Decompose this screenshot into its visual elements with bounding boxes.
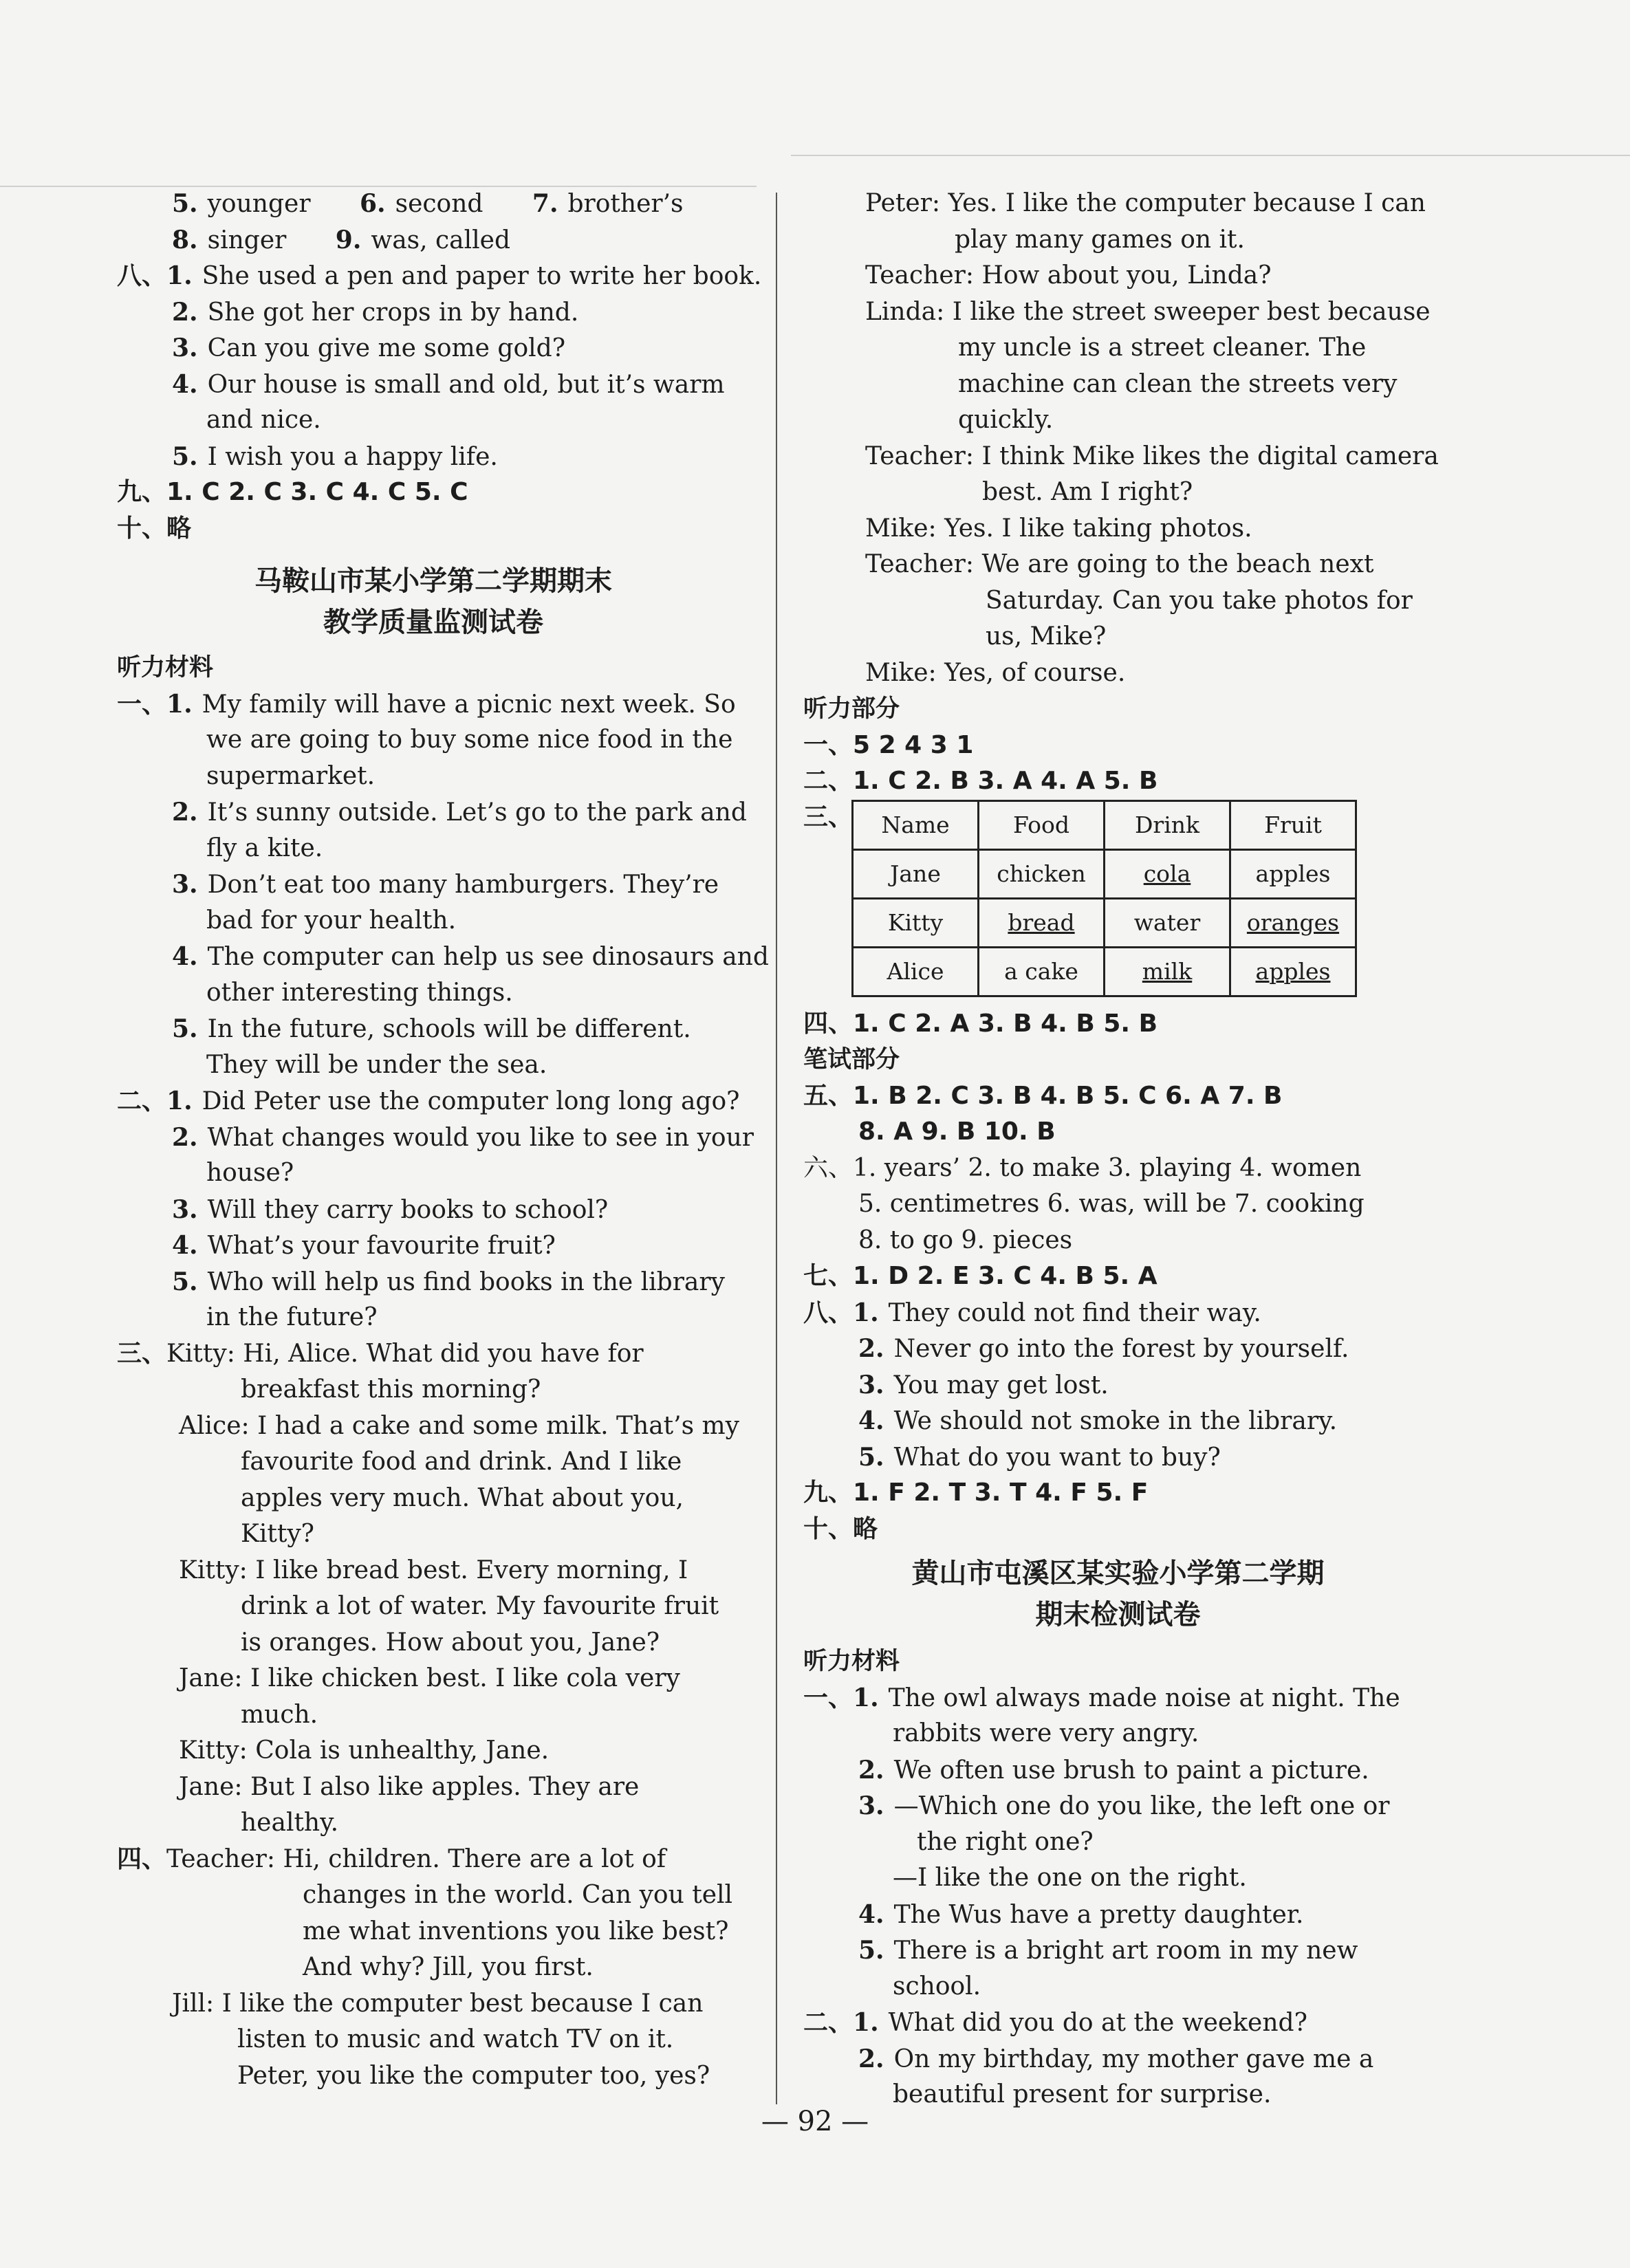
l1-item-cont: They will be under the sea. [206, 1050, 547, 1079]
q2-item: 二、1. What did you do at the weekend? [803, 2008, 1307, 2037]
exam-title-line1: 马鞍山市某小学第二学期期末 [254, 565, 612, 597]
page-number: — 92 — [761, 2106, 869, 2137]
l1-item: 4. The computer can help us see dinosaurs and [172, 942, 769, 971]
section-8-item: 2. She got her crops in by hand. [172, 297, 579, 327]
dialog-line: us, Mike? [986, 622, 1107, 651]
answer-row: 8. singer 9. was, called [172, 225, 511, 254]
dialog-line: Mike: Yes, of course. [865, 658, 1126, 687]
table-header-cell: Drink [1105, 800, 1230, 849]
table-cell: apples [1230, 947, 1356, 996]
table-header-cell: Fruit [1230, 800, 1356, 849]
r4-answers: 四、1. C 2. A 3. B 4. B 5. B [803, 1009, 1158, 1038]
l3-dialog-line: apples very much. What about you, [241, 1483, 684, 1512]
l2-item: 5. Who will help us find books in the library [172, 1267, 725, 1296]
l4-dialog-line: Jill: I like the computer best because I can [172, 1989, 704, 2018]
r6-answers-cont: 5. centimetres 6. was, will be 7. cooking [858, 1190, 1365, 1218]
r8-item: 5. What do you want to buy? [858, 1442, 1221, 1472]
r8-item: 八、1. They could not find their way. [803, 1298, 1261, 1327]
l3-dialog-line: much. [241, 1700, 318, 1729]
table-cell: Alice [853, 947, 979, 996]
l1-item-cont: fly a kite. [206, 833, 323, 862]
section-8-item: 4. Our house is small and old, but it’s warm [172, 369, 725, 399]
dialog-line: my uncle is a street cleaner. The [958, 334, 1367, 362]
table-cell: Kitty [853, 898, 979, 947]
section-9-answers: 九、1. C 2. C 3. C 4. C 5. C [117, 478, 468, 506]
right-column [803, 186, 1439, 2113]
l3-dialog-line: 三、Kitty: Hi, Alice. What did you have for [117, 1339, 644, 1368]
listening-material-heading: 听力材料 [803, 1648, 900, 1675]
r3-label: 三、 [803, 803, 854, 831]
l4-dialog-line: 四、Teacher: Hi, children. There are a lot of [117, 1844, 666, 1873]
table-cell: oranges [1230, 898, 1356, 947]
l3-dialog-line: favourite food and drink. And I like [241, 1448, 682, 1476]
table-cell: apples [1230, 849, 1356, 898]
r5-answers-cont: 8. A 9. B 10. B [858, 1117, 1056, 1146]
l4-dialog-line: listen to music and watch TV on it. [237, 2025, 674, 2053]
l4-dialog-line: changes in the world. Can you tell [303, 1881, 733, 1909]
q1-item: 一、1. The owl always made noise at night. The [803, 1683, 1400, 1712]
dialog-line: Saturday. Can you take photos for [986, 586, 1413, 615]
l4-dialog-line: Peter, you like the computer too, yes? [237, 2061, 710, 2090]
r6-answers: 六、1. years’ 2. to make 3. playing 4. women [803, 1153, 1362, 1182]
answer-row: 5. younger 6. second 7. brother’s [172, 189, 684, 218]
l2-item: 2. What changes would you like to see in your [172, 1122, 754, 1152]
q2-item: 2. On my birthday, my mother gave me a [858, 2044, 1374, 2073]
r5-answers: 五、1. B 2. C 3. B 4. B 5. C 6. A 7. B [803, 1081, 1283, 1110]
l2-item-cont: house? [206, 1159, 294, 1187]
table-cell: bread [979, 898, 1105, 947]
table-cell: water [1105, 898, 1230, 947]
r2-answers: 二、1. C 2. B 3. A 4. A 5. B [803, 767, 1158, 795]
l3-dialog-line: breakfast this morning? [241, 1375, 541, 1404]
dialog-line: Teacher: We are going to the beach next [865, 550, 1374, 578]
listening-part-heading: 听力部分 [803, 695, 900, 723]
l1-item: 3. Don’t eat too many hamburgers. They’re [172, 870, 719, 899]
l2-item: 二、1. Did Peter use the computer long long ago? [117, 1087, 740, 1115]
dialog-line: quickly. [958, 406, 1054, 434]
l3-dialog-line: Alice: I had a cake and some milk. That’s my [179, 1411, 739, 1440]
l3-dialog-line: drink a lot of water. My favourite fruit [241, 1592, 719, 1620]
l1-item-cont: we are going to buy some nice food in the [206, 726, 733, 754]
r7-answers: 七、1. D 2. E 3. C 4. B 5. A [803, 1262, 1158, 1290]
l1-item-cont: other interesting things. [206, 978, 513, 1007]
table-cell: chicken [979, 849, 1105, 898]
table-cell: milk [1105, 947, 1230, 996]
q1-item: 3. —Which one do you like, the left one or [858, 1791, 1390, 1820]
q1-item: 2. We often use brush to paint a picture. [858, 1755, 1369, 1785]
section-8-item: 3. Can you give me some gold? [172, 334, 566, 362]
q1-item-cont: —I like the one on the right. [893, 1864, 1247, 1892]
dialog-line: best. Am I right? [982, 478, 1193, 506]
dialog-line: Linda: I like the street sweeper best because [865, 297, 1431, 326]
listening-material-heading: 听力材料 [117, 654, 214, 682]
exam-title-line1: 黄山市屯溪区某实验小学第二学期 [911, 1558, 1325, 1589]
r3-block [803, 800, 1433, 1006]
l2-item: 4. What’s your favourite fruit? [172, 1231, 556, 1260]
r1-answers: 一、5 2 4 3 1 [803, 730, 974, 759]
r8-item: 4. We should not smoke in the library. [858, 1406, 1338, 1435]
q1-item-cont: the right one? [917, 1827, 1094, 1856]
r10: 十、略 [803, 1514, 878, 1543]
l3-dialog-line: is oranges. How about you, Jane? [241, 1628, 660, 1657]
l4-dialog-line: me what inventions you like best? [303, 1917, 729, 1945]
dialog-line: play many games on it. [955, 225, 1245, 254]
l3-dialog-line: Jane: I like chicken best. I like cola very [179, 1664, 680, 1692]
table-cell: Jane [853, 849, 979, 898]
table-cell: a cake [979, 947, 1105, 996]
left-column [117, 186, 769, 2094]
section-8-item: 八、1. She used a pen and paper to write her book. [117, 261, 762, 290]
l4-dialog-line: And why? Jill, you first. [303, 1953, 594, 1981]
l1-item-cont: bad for your health. [206, 906, 457, 935]
dialog-line: Teacher: I think Mike likes the digital camera [865, 441, 1439, 470]
l3-dialog-line: Kitty: I like bread best. Every morning, I [179, 1556, 688, 1584]
l1-item: 5. In the future, schools will be different. [172, 1014, 691, 1043]
section-8-item: 5. I wish you a happy life. [172, 441, 498, 471]
l3-dialog-line: Jane: But I also like apples. They are [179, 1772, 640, 1801]
r8-item: 2. Never go into the forest by yourself. [858, 1334, 1349, 1363]
dialog-line: machine can clean the streets very [958, 369, 1398, 398]
dialog-line: Teacher: How about you, Linda? [865, 261, 1272, 290]
l1-item: 2. It’s sunny outside. Let’s go to the park and [172, 798, 747, 827]
q2-item-cont: beautiful present for surprise. [893, 2080, 1272, 2108]
q1-item-cont: school. [893, 1972, 981, 2000]
q1-item: 4. The Wus have a pretty daughter. [858, 1899, 1304, 1929]
section-10: 十、略 [117, 514, 192, 543]
l3-dialog-line: Kitty: Cola is unhealthy, Jane. [179, 1736, 550, 1765]
l2-item: 3. Will they carry books to school? [172, 1195, 609, 1224]
l1-item-cont: supermarket. [206, 761, 376, 790]
food-table [851, 800, 1357, 997]
r6-answers-cont: 8. to go 9. pieces [858, 1225, 1073, 1254]
r9-answers: 九、1. F 2. T 3. T 4. F 5. F [803, 1479, 1149, 1507]
q1-item: 5. There is a bright art room in my new [858, 1936, 1358, 1965]
written-part-heading: 笔试部分 [803, 1046, 900, 1073]
table-header-cell: Name [853, 800, 979, 849]
table-header-row [853, 800, 1356, 849]
l3-dialog-line: Kitty? [241, 1520, 314, 1548]
q1-item-cont: rabbits were very angry. [893, 1719, 1199, 1747]
column-divider [776, 193, 777, 2104]
table-row [853, 849, 1356, 898]
l1-item: 一、1. My family will have a picnic next week. So [117, 689, 736, 719]
table-header-cell: Food [979, 800, 1105, 849]
table-row [853, 898, 1356, 947]
section-8-item-cont: and nice. [206, 406, 321, 434]
top-rule-right [791, 155, 1630, 156]
exam-title-line2: 期末检测试卷 [1035, 1599, 1201, 1631]
dialog-line: Mike: Yes. I like taking photos. [865, 514, 1252, 543]
l3-dialog-line: healthy. [241, 1809, 339, 1837]
r8-item: 3. You may get lost. [858, 1370, 1109, 1399]
table-row [853, 947, 1356, 996]
l2-item-cont: in the future? [206, 1303, 378, 1331]
dialog-line: Peter: Yes. I like the computer because I can [865, 189, 1426, 217]
exam-title-line2: 教学质量监测试卷 [323, 607, 543, 638]
table-cell: cola [1105, 849, 1230, 898]
